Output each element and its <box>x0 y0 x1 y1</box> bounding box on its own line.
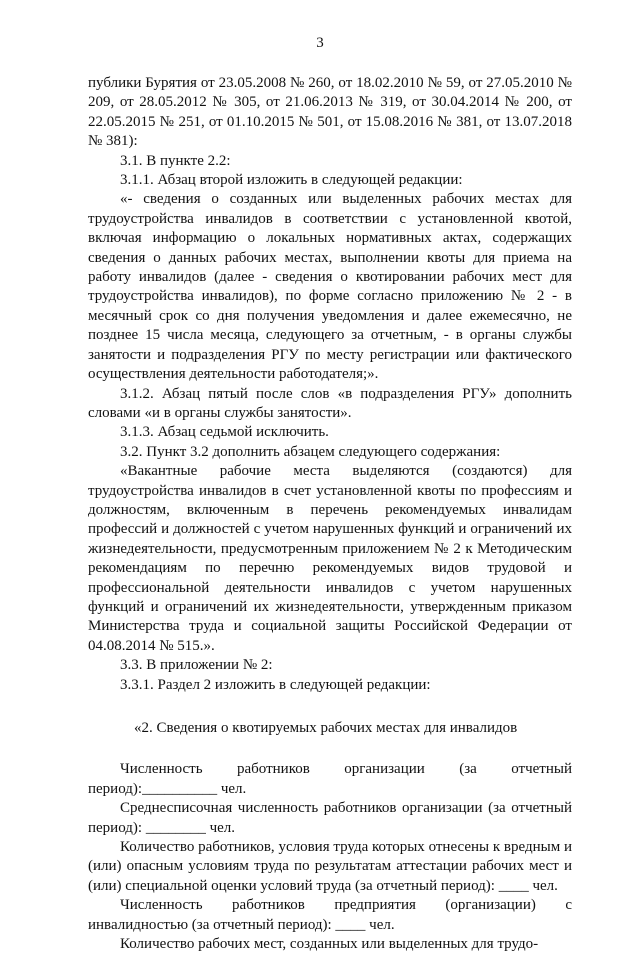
page-number: 3 <box>316 35 324 51</box>
section-title: «2. Сведения о квотируемых рабочих местах для инвалидов <box>134 720 518 736</box>
form-line-quota-places: Количество рабочих мест, созданных или выделенных для трудо- <box>120 936 539 953</box>
paragraph-3-1-2: 3.1.2. Абзац пятый после слов «в подразделения РГУ» дополнить словами «и в органы службы занятости». <box>88 385 572 421</box>
spacer <box>88 695 572 707</box>
paragraph-3-1: 3.1. В пункте 2.2: <box>120 152 231 169</box>
form-line-hazardous-conditions: Количество работников, условия труда которых отнесены к вредным и (или) опасным условиям труда по результатам аттестации рабочих мест и (или) специальной оценки условий труда (за отчетный период): ____ чел. <box>88 839 572 894</box>
paragraph-quote-1: «- сведения о созданных или выделенных рабочих местах для трудоустройства инвалидов в соответствии с установленной квотой, включая информацию о локальных нормативных актах, содержащих сведения о данных рабочих местах, выполнении квоты для приема на работу инвалидов (далее - сведения о квотировании рабочих мест для трудоустройства инвалидов), по форме согласно приложению № 2 - в месячный срок со дня получения уведомления и далее ежемесячно, не позднее 15 числа месяца, следующего за отчетным, - в органы службы занятости и подразделения РГУ по месту регистрации или фактического осуществления деятельности работодателя;». <box>88 191 572 383</box>
form-line-headcount: Численность работников организации (за отчетный период):__________ чел. <box>88 761 572 797</box>
paragraph-3-1-1: 3.1.1. Абзац второй изложить в следующей редакции: <box>120 172 463 189</box>
paragraph-3-1-3: 3.1.3. Абзац седьмой исключить. <box>120 424 329 441</box>
paragraph-3-2: 3.2. Пункт 3.2 дополнить абзацем следующего содержания: <box>120 443 501 460</box>
form-line-average-headcount: Среднесписочная численность работников организации (за отчетный период): ________ чел. <box>88 800 572 836</box>
form-line-disabled-workers: Численность работников предприятия (организации) с инвалидностью (за отчетный период): ____ чел. <box>88 897 572 933</box>
paragraph-continuation: публики Бурятия от 23.05.2008 № 260, от 18.02.2010 № 59, от 27.05.2010 № 209, от 28.05.2012 № 305, от 21.06.2013 № 319, от 30.04.2014 № 200, от 22.05.2015 № 251, от 01.10.2015 № 501, от 15.08.2016 № 381, от 13.07.2018 № 381): <box>88 75 572 150</box>
paragraph-3-3-1: 3.3.1. Раздел 2 изложить в следующей редакции: <box>120 676 431 693</box>
paragraph-3-3: 3.3. В приложении № 2: <box>120 657 273 674</box>
spacer <box>88 748 572 760</box>
document-body <box>88 74 572 954</box>
paragraph-quote-2: «Вакантные рабочие места выделяются (создаются) для трудоустройства инвалидов в счет установленной квоты по профессиям и должностям, включенным в перечень рекомендуемых инвалидам профессий и должностей с учетом нарушенных функций и ограничений их жизнедеятельности, предусмотренным приложением № 2 к Методическим рекомендациям по перечню рекомендуемых видов трудовой и профессиональной деятельности инвалидов с учетом нарушенных функций и ограничений их жизнедеятельности, утвержденным приказом Министерства труда и социальной защиты Российской Федерации от 04.08.2014 № 515.». <box>88 463 572 654</box>
